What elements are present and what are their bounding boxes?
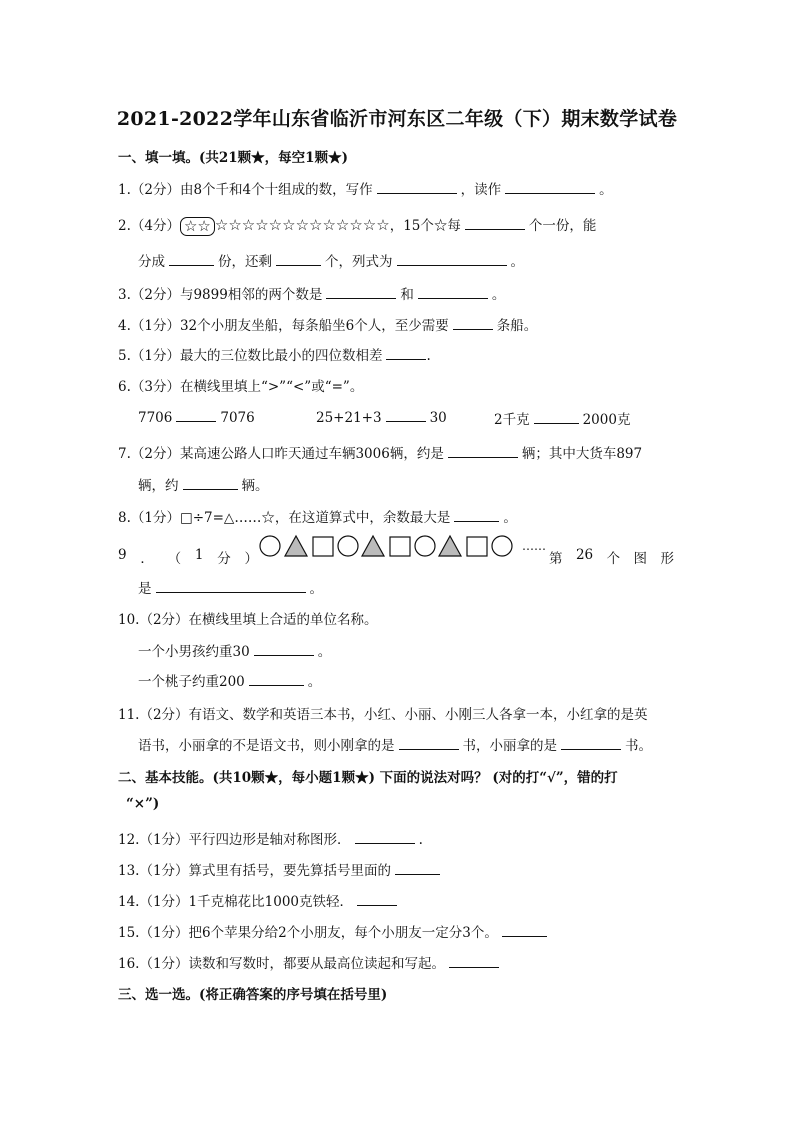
question-7-cont: 辆，约 辆。: [138, 478, 269, 494]
section-2-heading: 二、基本技能。(共10颗★，每小题1颗★) 下面的说法对吗？ (对的打“√”，错的打: [118, 770, 618, 786]
circle-shape: [338, 536, 358, 556]
answer-blank[interactable]: [399, 736, 459, 750]
question-14: 14.（1分）1千克棉花比1000克铁轻．: [118, 890, 401, 910]
answer-blank[interactable]: [156, 579, 306, 593]
question-4: 4.（1分）32个小朋友坐船，每条船坐6个人，至少需要 条船。: [118, 318, 538, 334]
answer-blank[interactable]: [418, 285, 488, 299]
question-1: 1.（2分）由8个千和4个十组成的数，写作 ，读作 。: [118, 182, 613, 198]
question-9-cont: 是 。: [138, 581, 323, 597]
answer-blank[interactable]: [397, 252, 507, 266]
compare-item-1: 7706 7076: [138, 410, 255, 426]
question-10-item-2: 一个桃子约重200 。: [138, 674, 322, 690]
answer-blank[interactable]: [449, 954, 499, 968]
answer-blank[interactable]: [183, 476, 238, 490]
page-title: 2021-2022学年山东省临沂市河东区二年级（下）期末数学试卷: [116, 108, 678, 130]
circle-shape: [260, 536, 280, 556]
shape-pattern: [258, 534, 520, 558]
question-11-cont: 语书，小丽拿的不是语文书，则小刚拿的是 书，小丽拿的是 书。: [138, 738, 652, 754]
answer-blank[interactable]: [465, 216, 525, 230]
question-6: 6.（3分）在横线里填上“>”“<”或“=”。: [118, 379, 364, 395]
question-3: 3.（2分）与9899相邻的两个数是 和 。: [118, 287, 506, 303]
answer-blank[interactable]: [454, 508, 499, 522]
compare-item-3: 2千克 2000克: [494, 412, 631, 428]
answer-blank[interactable]: [355, 830, 415, 844]
question-13: 13.（1分）算式里有括号，要先算括号里面的: [118, 859, 444, 879]
question-10: 10.（2分）在横线里填上合适的单位名称。: [118, 612, 378, 628]
question-10-item-1: 一个小男孩约重30 。: [138, 644, 332, 660]
answer-blank[interactable]: [505, 180, 595, 194]
answer-blank[interactable]: [448, 444, 518, 458]
answer-blank[interactable]: [276, 252, 321, 266]
triangle-shape: [285, 536, 307, 556]
question-9-tail: 第 26 个 图 形: [549, 547, 674, 567]
answer-blank[interactable]: [386, 408, 426, 422]
answer-blank[interactable]: [395, 861, 440, 875]
question-15: 15.（1分）把6个苹果分给2个小朋友，每个小朋友一定分3个。: [118, 921, 551, 941]
question-2: 2.（4分） ☆☆ ☆☆☆☆☆☆☆☆☆☆☆☆☆，15个☆每 个一份，能: [118, 216, 597, 235]
grouped-stars: ☆☆: [180, 217, 215, 236]
question-9: 9 ． （ 1 分 ）: [118, 547, 258, 567]
answer-blank[interactable]: [249, 672, 304, 686]
answer-blank[interactable]: [254, 642, 314, 656]
square-shape: [313, 537, 333, 556]
circle-shape: [415, 536, 435, 556]
answer-blank[interactable]: [357, 892, 397, 906]
answer-blank[interactable]: [377, 180, 457, 194]
circle-shape: [492, 536, 512, 556]
section-3-heading: 三、选一选。(将正确答案的序号填在括号里): [118, 987, 388, 1003]
answer-blank[interactable]: [176, 408, 216, 422]
square-shape: [467, 537, 487, 556]
section-2-heading-cont: “×”): [126, 796, 160, 812]
question-5: 5.（1分）最大的三位数比最小的四位数相差 .: [118, 348, 431, 364]
question-11: 11.（2分）有语文、数学和英语三本书，小红、小丽、小刚三人各拿一本，小红拿的是英: [118, 707, 648, 723]
triangle-shape: [362, 536, 384, 556]
answer-blank[interactable]: [561, 736, 621, 750]
section-1-heading: 一、填一填。(共21颗★，每空1颗★): [118, 150, 348, 166]
question-2-cont: 分成 份，还剩 个，列式为 。: [138, 254, 524, 270]
compare-item-2: 25+21+3 30: [316, 410, 447, 426]
answer-blank[interactable]: [169, 252, 214, 266]
answer-blank[interactable]: [386, 346, 426, 360]
question-8: 8.（1分）□÷7=△……☆，在这道算式中，余数最大是 。: [118, 510, 517, 526]
question-16: 16.（1分）读数和写数时，都要从最高位读起和写起。: [118, 952, 503, 972]
question-12: 12.（1分）平行四边形是轴对称图形． .: [118, 832, 423, 848]
question-7: 7.（2分）某高速公路人口昨天通过车辆3006辆，约是 辆；其中大货车897: [118, 446, 643, 462]
star-row: ☆☆☆☆☆☆☆☆☆☆☆☆☆: [214, 216, 390, 234]
answer-blank[interactable]: [326, 285, 396, 299]
triangle-shape: [439, 536, 461, 556]
square-shape: [390, 537, 410, 556]
ellipsis: ……: [522, 539, 546, 553]
answer-blank[interactable]: [453, 316, 493, 330]
answer-blank[interactable]: [502, 923, 547, 937]
answer-blank[interactable]: [534, 410, 579, 424]
